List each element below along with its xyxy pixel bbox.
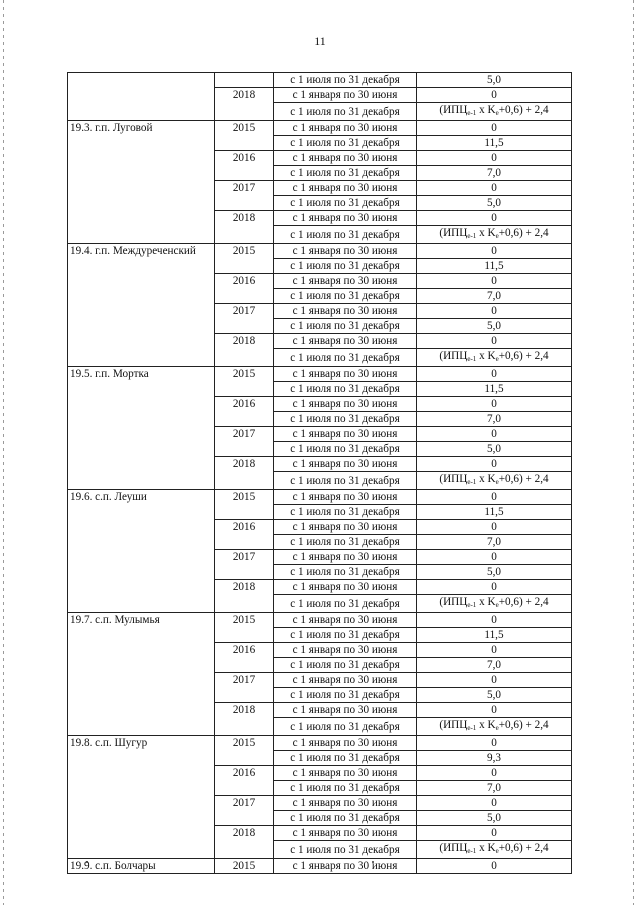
period-cell: с 1 июля по 31 декабря bbox=[274, 319, 417, 334]
year-cell: 2015 bbox=[215, 859, 274, 874]
value-cell: 5,0 bbox=[417, 565, 572, 580]
value-cell bbox=[417, 349, 572, 367]
period-cell: с 1 июля по 31 декабря bbox=[274, 412, 417, 427]
year-cell: 2017 bbox=[215, 673, 274, 703]
formula-part: x K bbox=[476, 473, 496, 485]
period-cell: с 1 июля по 31 декабря bbox=[274, 166, 417, 181]
period-cell: с 1 июля по 31 декабря bbox=[274, 751, 417, 766]
settlement-cell: 19.6. с.п. Леуши bbox=[68, 490, 215, 613]
period-cell: с 1 января по 30 июня bbox=[274, 826, 417, 841]
settlement-cell: 19.5. г.п. Мортка bbox=[68, 367, 215, 490]
period-cell: с 1 июля по 31 декабря bbox=[274, 781, 417, 796]
value-cell: 11,5 bbox=[417, 382, 572, 397]
formula-part: e bbox=[495, 847, 499, 855]
value-cell bbox=[417, 226, 572, 244]
value-cell: 9,3 bbox=[417, 751, 572, 766]
value-cell: 11,5 bbox=[417, 505, 572, 520]
value-cell: 0 bbox=[417, 520, 572, 535]
value-cell bbox=[417, 103, 572, 121]
value-cell: 7,0 bbox=[417, 166, 572, 181]
formula-part: (ИПЦ bbox=[439, 350, 468, 362]
value-cell: 11,5 bbox=[417, 136, 572, 151]
period-cell: с 1 января по 30 июня bbox=[274, 766, 417, 781]
period-cell: с 1 января по 30 июня bbox=[274, 550, 417, 565]
year-cell bbox=[215, 73, 274, 88]
formula-part: +0,6) + 2,4 bbox=[498, 719, 549, 731]
settlement-cell: 19.3. г.п. Луговой bbox=[68, 121, 215, 244]
period-cell: с 1 января по 30 июня bbox=[274, 274, 417, 289]
tariff-table bbox=[67, 72, 572, 874]
period-cell: с 1 июля по 31 декабря bbox=[274, 382, 417, 397]
table-row bbox=[68, 121, 572, 136]
formula-part: e-1 bbox=[467, 478, 477, 486]
value-cell bbox=[417, 718, 572, 736]
year-cell: 2016 bbox=[215, 274, 274, 304]
period-cell: с 1 июля по 31 декабря bbox=[274, 442, 417, 457]
period-cell: с 1 января по 30 июня bbox=[274, 211, 417, 226]
period-cell: с 1 января по 30 июня bbox=[274, 703, 417, 718]
period-cell: с 1 января по 30 июня bbox=[274, 580, 417, 595]
period-cell: с 1 января по 30 июня bbox=[274, 121, 417, 136]
table-row bbox=[68, 73, 572, 88]
year-cell: 2015 bbox=[215, 613, 274, 643]
value-cell: 7,0 bbox=[417, 412, 572, 427]
period-cell: с 1 июля по 31 декабря bbox=[274, 688, 417, 703]
value-cell: 5,0 bbox=[417, 319, 572, 334]
value-cell: 0 bbox=[417, 274, 572, 289]
value-cell bbox=[417, 841, 572, 859]
period-cell: с 1 января по 30 июня bbox=[274, 859, 417, 874]
period-cell: с 1 июля по 31 декабря bbox=[274, 505, 417, 520]
value-cell: 7,0 bbox=[417, 289, 572, 304]
period-cell: с 1 июля по 31 декабря bbox=[274, 628, 417, 643]
year-cell: 2015 bbox=[215, 367, 274, 397]
formula-part: (ИПЦ bbox=[439, 596, 468, 608]
period-cell: с 1 июля по 31 декабря bbox=[274, 259, 417, 274]
year-cell: 2016 bbox=[215, 643, 274, 673]
value-cell: 11,5 bbox=[417, 628, 572, 643]
settlement-cell: 19.9. с.п. Болчары bbox=[68, 859, 215, 874]
year-cell: 2018 bbox=[215, 457, 274, 490]
value-cell: 0 bbox=[417, 334, 572, 349]
formula-part: x K bbox=[476, 596, 496, 608]
formula-part: e bbox=[495, 601, 499, 609]
period-cell: с 1 января по 30 июня bbox=[274, 520, 417, 535]
period-cell: с 1 июля по 31 декабря bbox=[274, 535, 417, 550]
formula-part: e-1 bbox=[467, 109, 477, 117]
value-cell: 0 bbox=[417, 580, 572, 595]
formula-part: (ИПЦ bbox=[439, 227, 468, 239]
value-cell: 7,0 bbox=[417, 658, 572, 673]
page-number: 11 bbox=[314, 34, 326, 48]
formula-part: +0,6) + 2,4 bbox=[498, 596, 549, 608]
period-cell: с 1 января по 30 июня bbox=[274, 244, 417, 259]
formula-part: e-1 bbox=[467, 847, 477, 855]
value-cell: 0 bbox=[417, 367, 572, 382]
formula-part: (ИПЦ bbox=[439, 842, 468, 854]
formula-part: e bbox=[495, 355, 499, 363]
period-cell: с 1 июля по 31 декабря bbox=[274, 811, 417, 826]
scan-edge-right bbox=[633, 0, 634, 905]
period-cell: с 1 июля по 31 декабря bbox=[274, 658, 417, 673]
period-cell: с 1 января по 30 июня bbox=[274, 673, 417, 688]
formula-part: x K bbox=[476, 104, 496, 116]
value-cell: 0 bbox=[417, 457, 572, 472]
period-cell: с 1 июля по 31 декабря bbox=[274, 103, 417, 121]
period-cell: с 1 января по 30 июня bbox=[274, 334, 417, 349]
period-cell: с 1 января по 30 июня bbox=[274, 304, 417, 319]
year-cell: 2016 bbox=[215, 766, 274, 796]
period-cell: с 1 июля по 31 декабря bbox=[274, 718, 417, 736]
period-cell: с 1 июля по 31 декабря bbox=[274, 226, 417, 244]
value-cell: 0 bbox=[417, 151, 572, 166]
period-cell: с 1 января по 30 июня bbox=[274, 457, 417, 472]
period-cell: с 1 января по 30 июня bbox=[274, 643, 417, 658]
formula-part: x K bbox=[476, 719, 496, 731]
year-cell: 2018 bbox=[215, 88, 274, 121]
value-cell: 0 bbox=[417, 826, 572, 841]
scan-edge-left bbox=[3, 0, 4, 905]
year-cell: 2018 bbox=[215, 703, 274, 736]
table-row bbox=[68, 244, 572, 259]
formula-part: (ИПЦ bbox=[439, 104, 468, 116]
table-row bbox=[68, 367, 572, 382]
year-cell: 2017 bbox=[215, 796, 274, 826]
formula-part: e bbox=[495, 232, 499, 240]
year-cell: 2016 bbox=[215, 151, 274, 181]
year-cell: 2016 bbox=[215, 397, 274, 427]
period-cell: с 1 января по 30 июня bbox=[274, 367, 417, 382]
period-cell: с 1 июля по 31 декабря bbox=[274, 349, 417, 367]
year-cell: 2015 bbox=[215, 736, 274, 766]
year-cell: 2015 bbox=[215, 244, 274, 274]
year-cell: 2017 bbox=[215, 181, 274, 211]
value-cell: 0 bbox=[417, 703, 572, 718]
period-cell: с 1 июля по 31 декабря bbox=[274, 136, 417, 151]
value-cell: 7,0 bbox=[417, 781, 572, 796]
period-cell: с 1 января по 30 июня bbox=[274, 613, 417, 628]
formula-part: e bbox=[495, 109, 499, 117]
formula-part: +0,6) + 2,4 bbox=[498, 227, 549, 239]
value-cell: 0 bbox=[417, 766, 572, 781]
year-cell: 2015 bbox=[215, 490, 274, 520]
formula-part: (ИПЦ bbox=[439, 473, 468, 485]
period-cell: с 1 января по 30 июня bbox=[274, 181, 417, 196]
settlement-cell: 19.4. г.п. Междуреченский bbox=[68, 244, 215, 367]
value-cell: 5,0 bbox=[417, 196, 572, 211]
formula-part: e-1 bbox=[467, 724, 477, 732]
value-cell: 7,0 bbox=[417, 535, 572, 550]
formula-part: e bbox=[495, 478, 499, 486]
value-cell: 0 bbox=[417, 88, 572, 103]
period-cell: с 1 января по 30 июня bbox=[274, 427, 417, 442]
table-row bbox=[68, 613, 572, 628]
value-cell: 0 bbox=[417, 613, 572, 628]
value-cell: 0 bbox=[417, 304, 572, 319]
value-cell: 5,0 bbox=[417, 811, 572, 826]
table-row bbox=[68, 490, 572, 505]
formula-part: e-1 bbox=[467, 601, 477, 609]
settlement-cell bbox=[68, 73, 215, 121]
value-cell: 0 bbox=[417, 550, 572, 565]
period-cell: с 1 июля по 31 декабря bbox=[274, 196, 417, 211]
period-cell: с 1 января по 30 июня bbox=[274, 397, 417, 412]
value-cell: 0 bbox=[417, 397, 572, 412]
year-cell: 2017 bbox=[215, 550, 274, 580]
value-cell: 0 bbox=[417, 427, 572, 442]
value-cell: 5,0 bbox=[417, 73, 572, 88]
period-cell: с 1 января по 30 июня bbox=[274, 796, 417, 811]
year-cell: 2018 bbox=[215, 334, 274, 367]
value-cell: 0 bbox=[417, 673, 572, 688]
period-cell: с 1 января по 30 июня bbox=[274, 88, 417, 103]
value-cell: 0 bbox=[417, 244, 572, 259]
formula-part: x K bbox=[476, 350, 496, 362]
period-cell: с 1 июля по 31 декабря bbox=[274, 841, 417, 859]
value-cell: 0 bbox=[417, 736, 572, 751]
value-cell: 5,0 bbox=[417, 442, 572, 457]
period-cell: с 1 июля по 31 декабря bbox=[274, 565, 417, 580]
value-cell: 0 bbox=[417, 490, 572, 505]
year-cell: 2018 bbox=[215, 580, 274, 613]
year-cell: 2017 bbox=[215, 427, 274, 457]
year-cell: 2018 bbox=[215, 211, 274, 244]
period-cell: с 1 января по 30 июня bbox=[274, 490, 417, 505]
table-row bbox=[68, 736, 572, 751]
value-cell bbox=[417, 472, 572, 490]
value-cell: 5,0 bbox=[417, 688, 572, 703]
settlement-cell: 19.8. с.п. Шугур bbox=[68, 736, 215, 859]
formula-part: +0,6) + 2,4 bbox=[498, 104, 549, 116]
settlement-cell: 19.7. с.п. Мулымья bbox=[68, 613, 215, 736]
formula-part: +0,6) + 2,4 bbox=[498, 842, 549, 854]
value-cell: 0 bbox=[417, 859, 572, 874]
period-cell: с 1 января по 30 июня bbox=[274, 736, 417, 751]
period-cell: с 1 июля по 31 декабря bbox=[274, 73, 417, 88]
year-cell: 2018 bbox=[215, 826, 274, 859]
formula-part: x K bbox=[476, 842, 496, 854]
value-cell: 11,5 bbox=[417, 259, 572, 274]
value-cell: 0 bbox=[417, 796, 572, 811]
formula-part: +0,6) + 2,4 bbox=[498, 473, 549, 485]
year-cell: 2017 bbox=[215, 304, 274, 334]
year-cell: 2015 bbox=[215, 121, 274, 151]
value-cell: 0 bbox=[417, 181, 572, 196]
period-cell: с 1 июля по 31 декабря bbox=[274, 289, 417, 304]
formula-part: e bbox=[495, 724, 499, 732]
value-cell: 0 bbox=[417, 121, 572, 136]
value-cell bbox=[417, 595, 572, 613]
formula-part: (ИПЦ bbox=[439, 719, 468, 731]
period-cell: с 1 июля по 31 декабря bbox=[274, 472, 417, 490]
value-cell: 0 bbox=[417, 643, 572, 658]
period-cell: с 1 июля по 31 декабря bbox=[274, 595, 417, 613]
table-row bbox=[68, 859, 572, 874]
period-cell: с 1 января по 30 июня bbox=[274, 151, 417, 166]
formula-part: x K bbox=[476, 227, 496, 239]
formula-part: +0,6) + 2,4 bbox=[498, 350, 549, 362]
table-body bbox=[68, 73, 572, 874]
year-cell: 2016 bbox=[215, 520, 274, 550]
formula-part: e-1 bbox=[467, 232, 477, 240]
formula-part: e-1 bbox=[467, 355, 477, 363]
value-cell: 0 bbox=[417, 211, 572, 226]
